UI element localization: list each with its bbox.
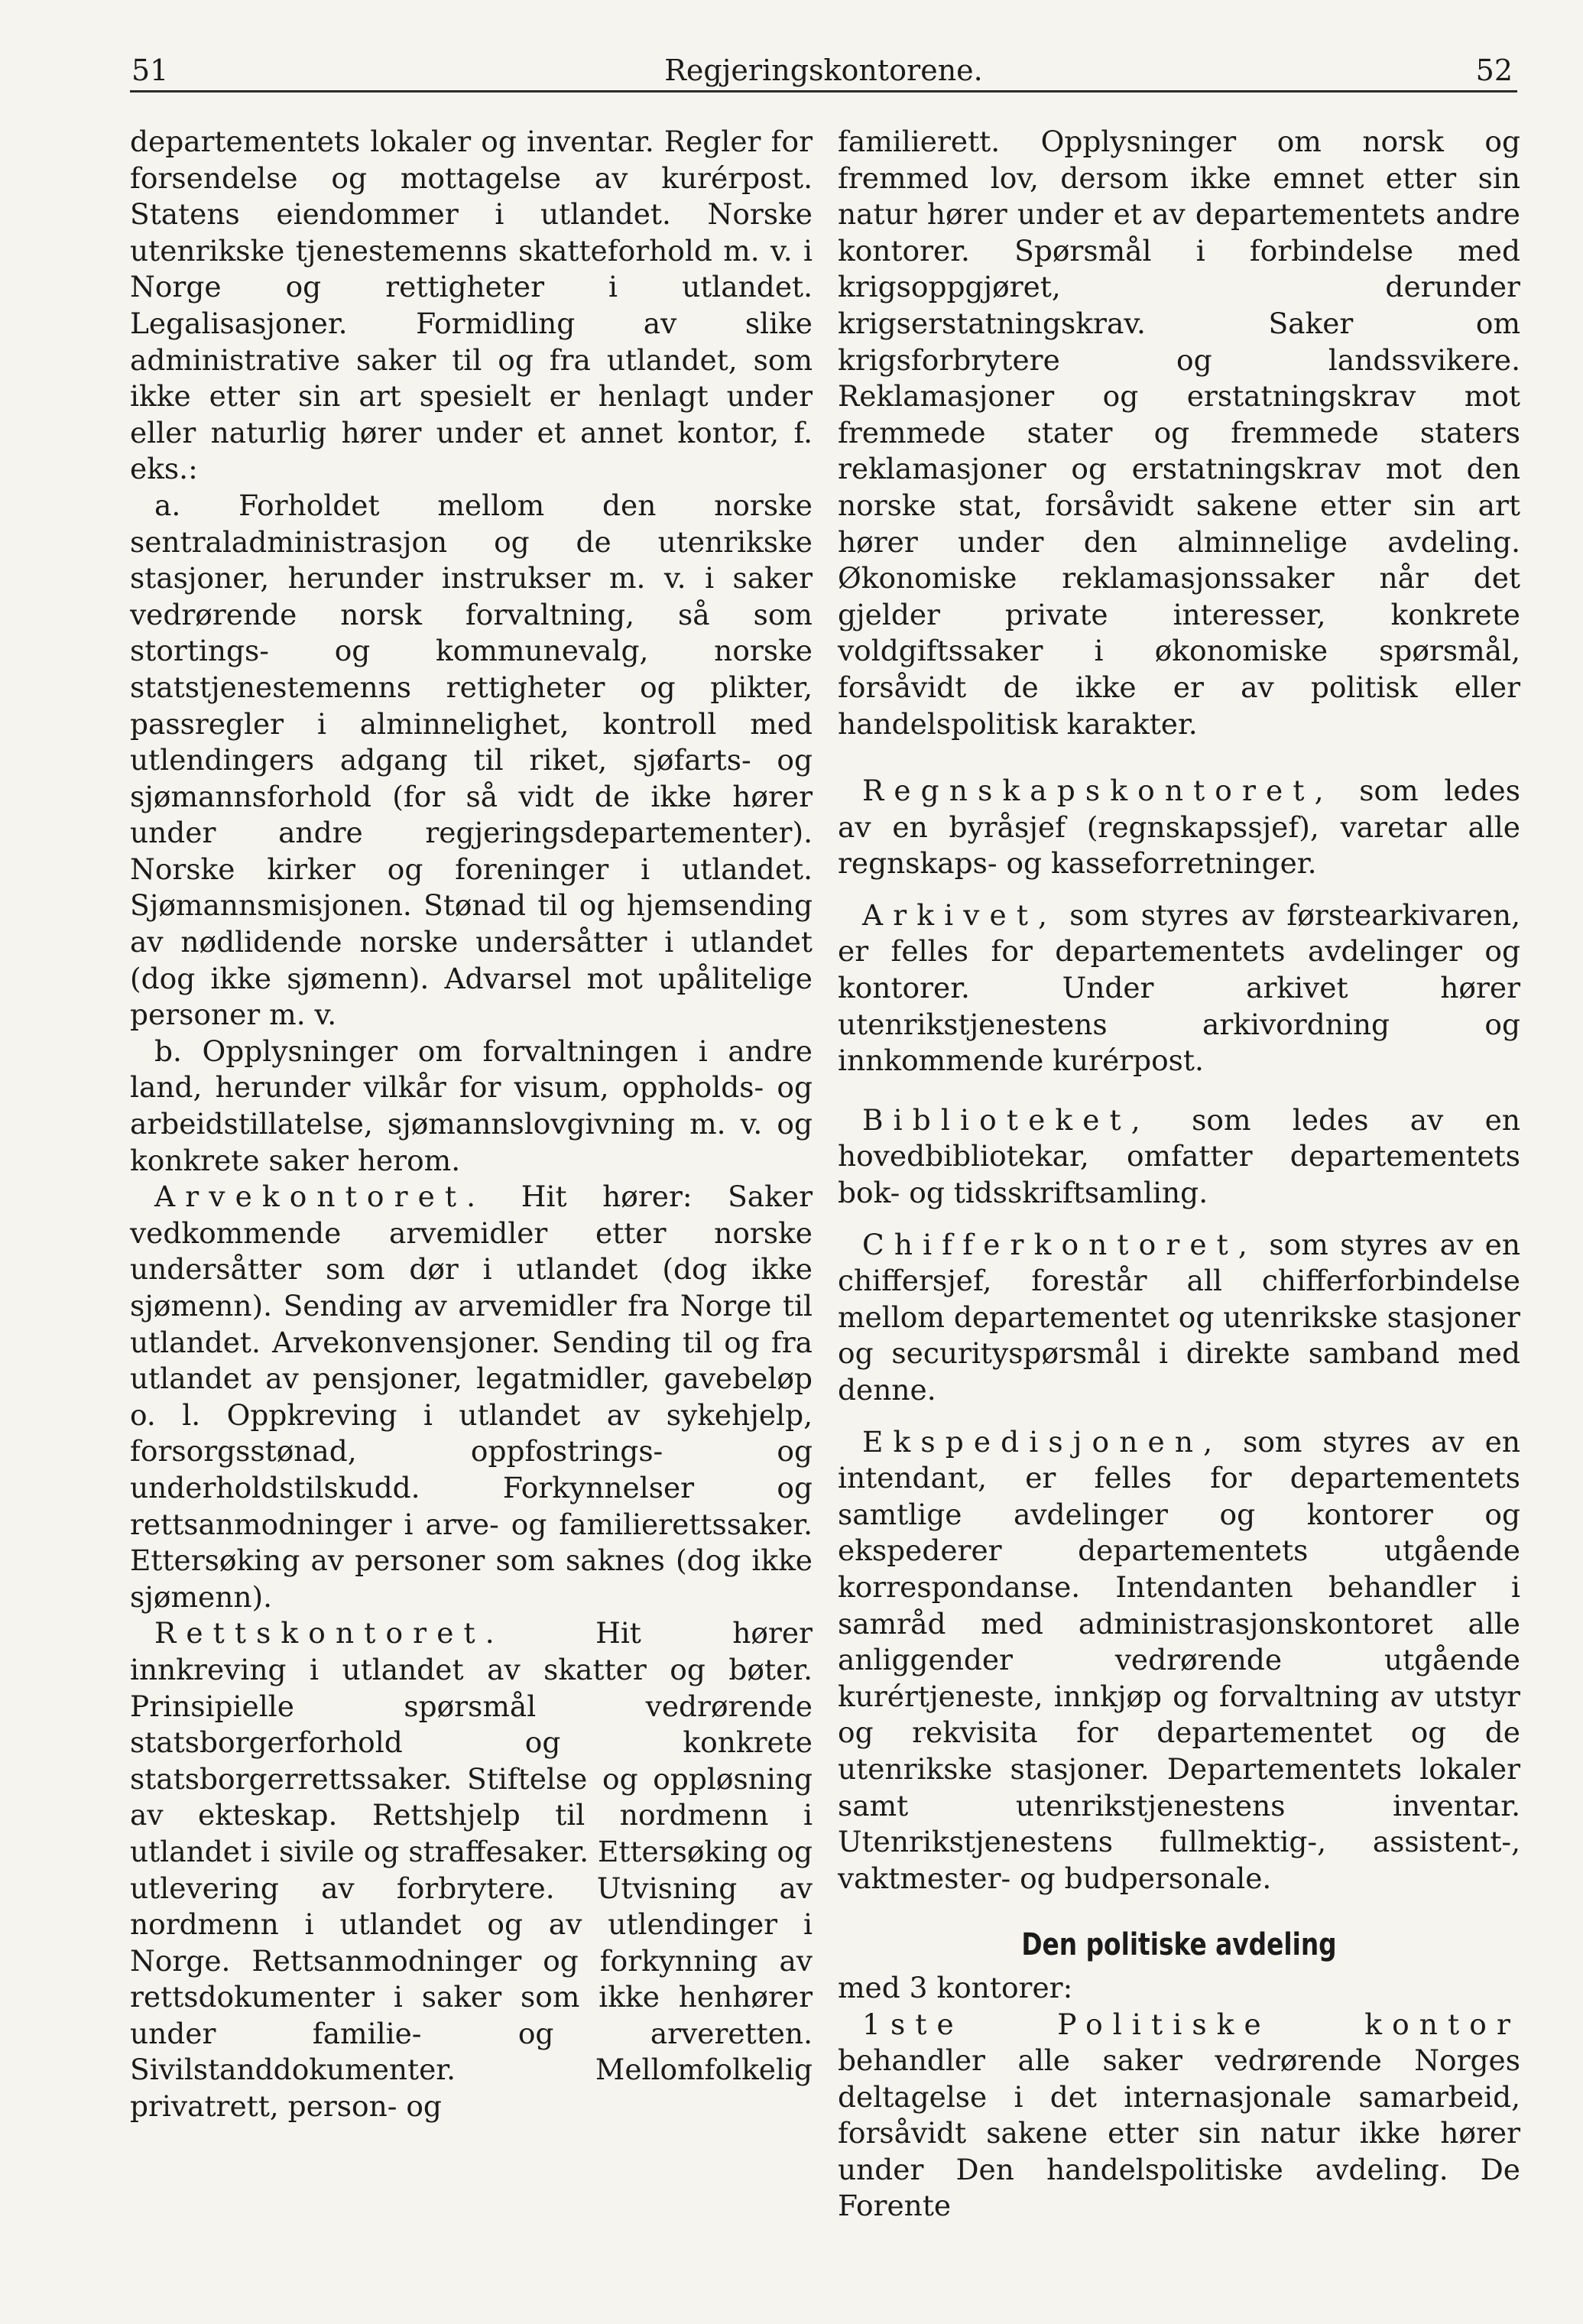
arkivet-text: som styres av førstearkivaren, er felles for departementets avdelinger og kontorer. Under arkivet hører utenrikstjenestens arkivordning og innkommende kurérpost. — [838, 897, 1520, 1078]
paragraph-a: a. Forholdet mellom den norske sentraladministrasjon og de utenrikske stasjoner, herunder instrukser m. v. i saker vedrørende norsk forvaltning, så som stortings- og kommunevalg, norske statstjenestemenns rettigheter og plikter, passregler i alminnelighet, kontroll med utlendingers adgang til riket, sjøfarts- og sjømannsforhold (for så vidt de ikke hører under andre regjeringsdepartementer). Norske kirker og foreninger i utlandet. Sjømannsmisjonen. Stønad til og hjemsending av nødlidende norske undersåtter i utlandet (dog ikke sjømenn). Advarsel mot upålitelige personer m. v. — [130, 488, 813, 1032]
right-column — [838, 124, 1520, 2225]
ekspedisjonen-title: Ekspedisjonen, — [862, 1424, 1223, 1459]
section-heading: Den politiske avdeling — [1021, 1927, 1337, 1963]
arvekontoret-title: Arvekontoret. — [154, 1180, 486, 1214]
section-subheading: med 3 kontorer: — [838, 1970, 1073, 2004]
header-rule — [130, 90, 1517, 93]
regnskapskontoret-title: Regnskapskontoret, — [862, 774, 1334, 808]
section-politiske-kontor — [838, 2007, 1520, 2225]
chifferkontoret-title: Chifferkontoret, — [862, 1227, 1257, 1261]
politiske-kontor-title: 1ste Politiske kontor — [862, 2007, 1520, 2041]
ekspedisjonen-text: som styres av en intendant, er felles for departementets samtlige avdelinger og kontorer og ekspederer departementets utgående korrespondanse. Intendanten behandler i samråd med administrasjonskontoret alle anliggender vedrørende utgående kurértjeneste, innkjøp og forvaltning av utstyr og rekvisita for departementet og de utenrikske stasjoner. Departementets lokaler samt utenrikstjenestens inventar. Utenrikstjenestens fullmektig-, assistent-, vaktmester- og budpersonale. — [838, 1424, 1520, 1895]
section-chifferkontoret — [838, 1227, 1520, 1409]
spacer — [838, 882, 1520, 897]
biblioteket-title: Biblioteket, — [862, 1102, 1150, 1137]
spacer — [838, 1897, 1520, 1927]
section-rettskontoret — [130, 1615, 813, 2124]
rettskontoret-text: Hit hører innkreving i utlandet av skatter og bøter. Prinsipielle spørsmål vedrørende statsborgerforhold og konkrete statsborgerrettssaker. Stiftelse og oppløsning av ekteskap. Rettshjelp til nordmenn i utlandet i sivile og straffesaker. Ettersøking og utlevering av forbrytere. Utvisning av nordmenn i utlandet og av utlendinger i Norge. Rettsanmodninger og forkynning av rettsdokumenter i saker som ikke henhører under familie- og arveretten. Sivilstanddokumenter. Mellomfolkelig privatrett, person- og — [130, 1616, 813, 2124]
section-arkivet — [838, 897, 1520, 1079]
spacer — [838, 1212, 1520, 1227]
left-column — [130, 124, 813, 2125]
running-title: Regjeringskontorene. — [664, 54, 983, 87]
spacer — [838, 1079, 1520, 1102]
paragraph-b: b. Opplysninger om forvaltningen i andre land, herunder vilkår for visum, oppholds- og arbeidstillatelse, sjømannslovgivning m. v. og konkrete saker herom. — [130, 1034, 813, 1177]
arvekontoret-text: Hit hører: Saker vedkommende arvemidler etter norske undersåtter som dør i utlandet (dog ikke sjømenn). Sending av arvemidler fra Norge til utlandet. Arvekonvensjoner. Sending til og fra utlandet av pensjoner, legatmidler, gavebeløp o. l. Oppkreving i utlandet av sykehjelp, forsorgsstønad, oppfostrings- og underholdstilskudd. Forkynnelser og rettsanmodninger i arve- og familierettssaker. Ettersøking av personer som saknes (dog ikke sjømenn). — [130, 1180, 813, 1614]
page-number-right: 52 — [1475, 54, 1513, 87]
page-number-left: 51 — [131, 54, 169, 87]
section-regnskapskontoret — [838, 773, 1520, 882]
spacer — [838, 742, 1520, 773]
spacer — [838, 1409, 1520, 1424]
biblioteket-text: som ledes av en hovedbibliotekar, omfatter departementets bok- og tidsskriftsamling. — [838, 1102, 1520, 1210]
paragraph-intro: departementets lokaler og inventar. Regler for forsendelse og mottagelse av kurérpost. Statens eiendommer i utlandet. Norske utenrikske tjenestemenns skatteforhold m. v. i Norge og rettigheter i utlandet. Legalisasjoner. Formidling av slike administrative saker til og fra utlandet, som ikke etter sin art spesielt er henlagt under eller naturlig hører under et annet kontor, f. eks.: — [130, 125, 813, 486]
paragraph-continued: familierett. Opplysninger om norsk og fremmed lov, dersom ikke emnet etter sin natur hører under et av departementets andre kontorer. Spørsmål i forbindelse med krigsoppgjøret, derunder krigserstatningskrav. Saker om krigsforbrytere og landssvikere. Reklamasjoner og erstatningskrav mot fremmede stater og fremmede staters reklamasjoner og erstatningskrav mot den norske stat, forsåvidt sakene etter sin art hører under den alminnelige avdeling. Økonomiske reklamasjonssaker når det gjelder private interesser, konkrete voldgiftssaker i økonomiske spørsmål, forsåvidt de ikke er av politisk eller handelspolitisk karakter. — [838, 125, 1520, 741]
section-arvekontoret — [130, 1179, 813, 1615]
regnskapskontoret-text: som ledes av en byråsjef (regnskapssjef), varetar alle regnskaps- og kasseforretninger. — [838, 774, 1520, 881]
politiske-kontor-text: behandler alle saker vedrørende Norges deltagelse i det internasjonale samarbeid, forsåvidt sakene etter sin natur ikke hører under Den handelspolitiske avdeling. De Forente — [838, 2043, 1520, 2223]
chifferkontoret-text: som styres av en chiffersjef, forestår all chifferforbindelse mellom departementet og utenrikske stasjoner og securityspørsmål i direkte samband med denne. — [838, 1227, 1520, 1407]
arkivet-title: Arkivet, — [862, 897, 1058, 932]
rettskontoret-title: Rettskontoret. — [154, 1616, 504, 1650]
section-ekspedisjonen — [838, 1424, 1520, 1897]
section-biblioteket — [838, 1102, 1520, 1212]
running-header — [130, 47, 1517, 93]
